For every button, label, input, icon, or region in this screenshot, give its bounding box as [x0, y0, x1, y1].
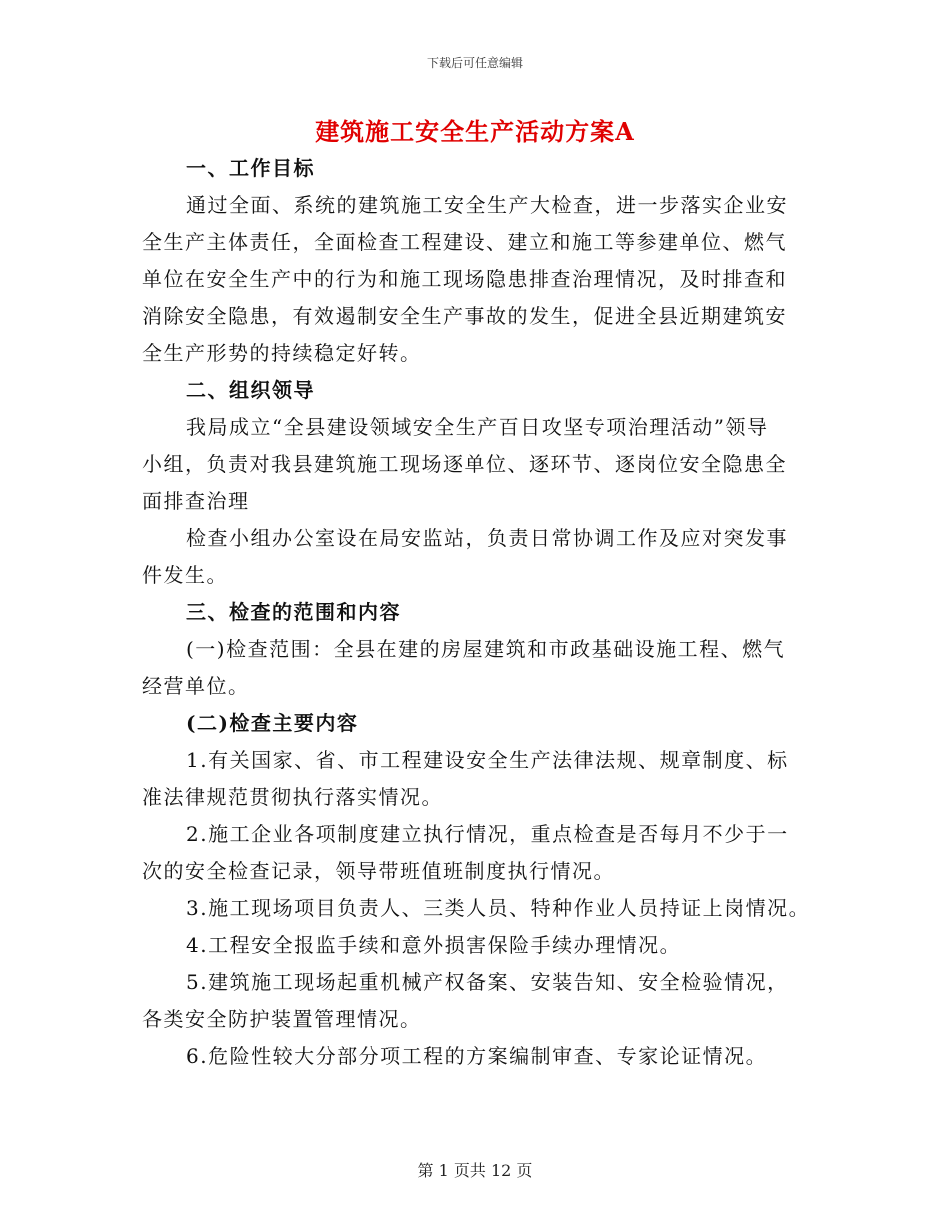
paragraph-line: 单位在安全生产中的行为和施工现场隐患排查治理情况，及时排查和	[142, 267, 787, 291]
section-heading: 一、工作目标	[186, 156, 315, 180]
paragraph-line: 检查小组办公室设在局安监站，负责日常协调工作及应对突发事	[186, 526, 788, 550]
paragraph-line: 5.建筑施工现场起重机械产权备案、安装告知、安全检验情况，	[186, 970, 789, 994]
paragraph-line: 经营单位。	[142, 674, 250, 698]
section-heading: (二)检查主要内容	[186, 711, 359, 735]
paragraph-line: 面排查治理	[142, 489, 250, 513]
document-body	[142, 150, 811, 1075]
paragraph-line: 4.工程安全报监手续和意外损害保险手续办理情况。	[186, 933, 682, 957]
paragraph-line: 小组，负责对我县建筑施工现场逐单位、逐环节、逐岗位安全隐患全	[142, 452, 787, 476]
page-footer: 第 1 页共 12 页	[417, 1161, 533, 1180]
section-heading: 二、组织领导	[186, 378, 315, 402]
document-title: 建筑施工安全生产活动方案A	[315, 117, 635, 146]
paragraph-line: 2.施工企业各项制度建立执行情况，重点检查是否每月不少于一	[186, 822, 789, 846]
paragraph-line: 我局成立“全县建设领域安全生产百日攻坚专项治理活动”领导	[186, 415, 769, 439]
section-heading: 三、检查的范围和内容	[186, 600, 401, 624]
paragraph-line: 1.有关国家、省、市工程建设安全生产法律法规、规章制度、标	[186, 748, 789, 772]
paragraph-line: 3.施工现场项目负责人、三类人员、特种作业人员持证上岗情况。	[186, 896, 811, 920]
paragraph-line: 件发生。	[142, 563, 228, 587]
paragraph-line: 次的安全检查记录，领导带班值班制度执行情况。	[142, 859, 615, 883]
paragraph-line: 全生产形势的持续稳定好转。	[142, 341, 422, 365]
paragraph-line: 通过全面、系统的建筑施工安全生产大检查，进一步落实企业安	[186, 193, 788, 217]
paragraph-line: 准法律规范贯彻执行落实情况。	[142, 785, 443, 809]
paragraph-line: (一)检查范围：全县在建的房屋建筑和市政基础设施工程、燃气	[186, 637, 786, 661]
paragraph-line: 全生产主体责任，全面检查工程建设、建立和施工等参建单位、燃气	[142, 230, 787, 254]
paragraph-line: 6.危险性较大分部分项工程的方案编制审查、专家论证情况。	[186, 1044, 768, 1068]
header-note: 下载后可任意编辑	[426, 56, 523, 70]
paragraph-line: 消除安全隐患，有效遏制安全生产事故的发生，促进全县近期建筑安	[142, 304, 787, 328]
paragraph-line: 各类安全防护装置管理情况。	[142, 1007, 422, 1031]
